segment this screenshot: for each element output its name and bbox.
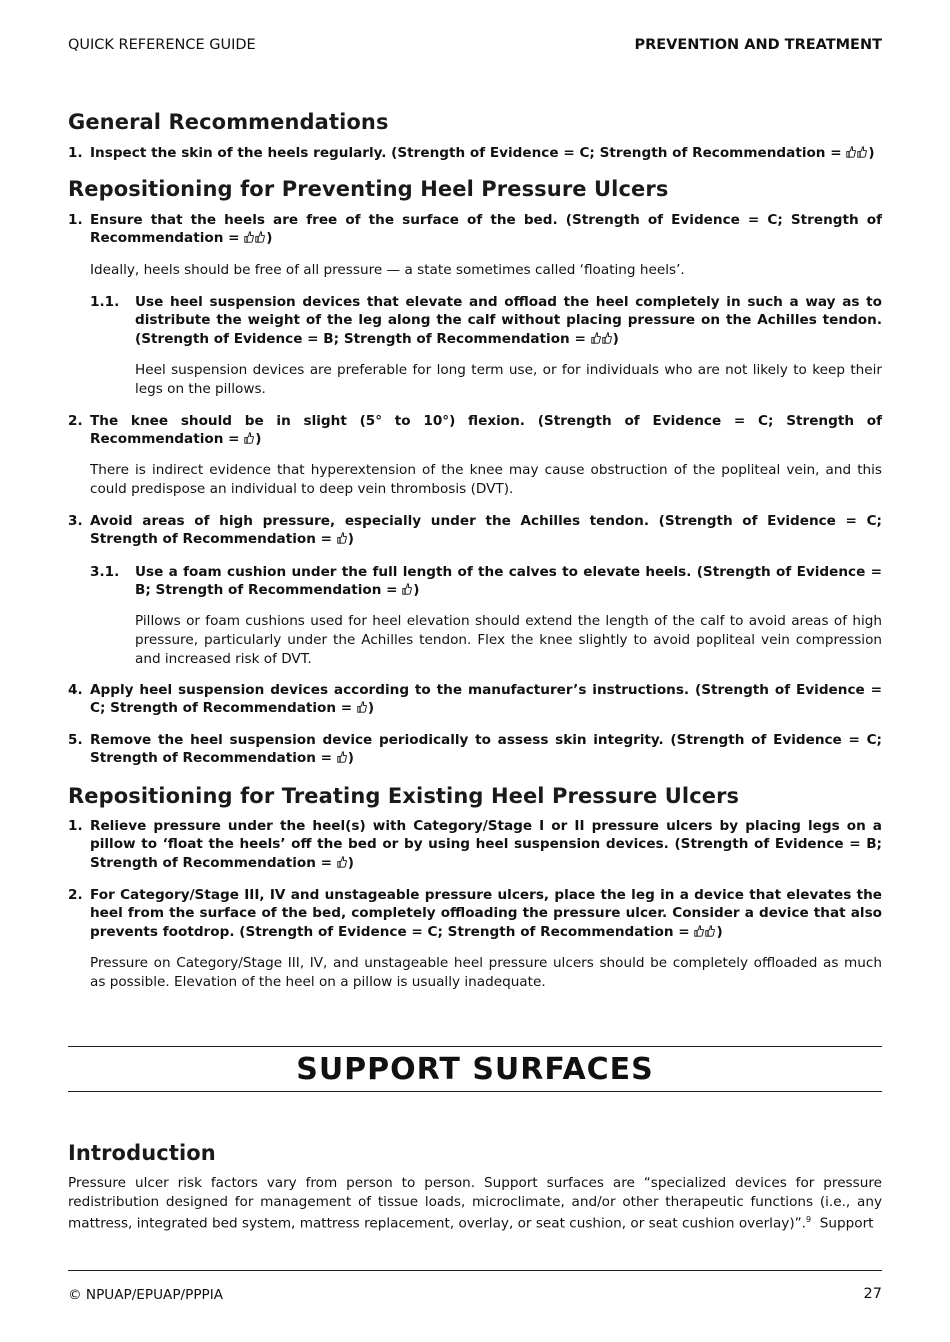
recommendation-item: 4. Apply heel suspension devices according to the manufacturer’s instructions. (Strength of Evidence = C; Strength of Recommendation = ) <box>68 682 882 717</box>
explanatory-note: Ideally, heels should be free of all pressure — a state sometimes called ‘floating heels’. <box>90 262 685 278</box>
item-number: 1. <box>68 145 83 161</box>
item-text: The knee should be in slight (5° to 10°) flexion. (Strength of Evidence = C; Strength of Recommendation = <box>90 413 882 448</box>
thumbs-up-icon <box>602 332 612 344</box>
banner-bottom-rule <box>68 1091 882 1092</box>
thumbs-up-icon <box>244 432 254 444</box>
item-number: 1. <box>68 212 83 228</box>
item-number: 4. <box>68 682 83 698</box>
chapter-banner-title: SUPPORT SURFACES <box>296 1052 654 1087</box>
thumbs-up-icon <box>591 332 601 344</box>
recommendation-item: 5. Remove the heel suspension device periodically to assess skin integrity. (Strength of Evidence = C; Strength of Recommendation = ) <box>68 732 882 767</box>
reference-superscript: 9 <box>806 1215 812 1224</box>
item-number: 2. <box>68 887 83 903</box>
header-guide-title: QUICK REFERENCE GUIDE <box>68 37 256 53</box>
recommendation-strength <box>402 582 413 598</box>
recommendation-subitem: 3.1. Use a foam cushion under the full length of the calves to elevate heels. (Strength of Evidence = B; Strength of Recommendation = ) <box>90 564 882 599</box>
thumbs-up-icon <box>357 701 367 713</box>
header-chapter-title: PREVENTION AND TREATMENT <box>634 37 882 53</box>
recommendation-subitem: 1.1. Use heel suspension devices that elevate and offload the heel completely in such a way as to distribute the weight of the leg along the calf without placing pressure on the Achilles tendon. (Strength of Evidence = B; Strength of Recommendation = ) <box>90 294 882 347</box>
thumbs-up-icon <box>402 583 412 595</box>
thumbs-up-icon <box>705 925 715 937</box>
explanatory-note: Heel suspension devices are preferable for long term use, or for individuals who are not likely to keep their legs on the pillows. <box>135 362 882 397</box>
item-text: For Category/Stage III, IV and unstageable pressure ulcers, place the leg in a device that elevates the heel from the surface of the bed, completely offloading the pressure ulcer. Consider a device that also prevents footdrop. (Strength of Evidence = C; Strength of Recommendation = <box>90 887 882 940</box>
item-number: 3. <box>68 513 83 529</box>
recommendation-item: 1. Inspect the skin of the heels regularly. (Strength of Evidence = C; Strength of Recommendation = ) <box>68 145 875 161</box>
section-title-general: General Recommendations <box>68 110 389 134</box>
explanatory-note: Pillows or foam cushions used for heel elevation should extend the length of the calf to avoid areas of high pressure, particularly under the Achilles tendon. Flex the knee slightly to avoid popliteal vein compression and increased risk of DVT. <box>135 613 882 667</box>
footer-copyright: © NPUAP/EPUAP/PPPIA <box>68 1287 224 1303</box>
thumbs-up-icon <box>255 231 265 243</box>
section-title-treating: Repositioning for Treating Existing Heel Pressure Ulcers <box>68 784 740 808</box>
recommendation-strength <box>694 924 716 940</box>
item-text: Use heel suspension devices that elevate and offload the heel completely in such a way as to distribute the weight of the leg along the calf without placing pressure on the Achilles tendon. (Strength of Evidence = B; Strength of Recommendation = <box>135 294 882 347</box>
thumbs-up-icon <box>337 532 347 544</box>
introduction-text: Pressure ulcer risk factors vary from person to person. Support surfaces are “specialized devices for pressure redistribution designed for management of tissue loads, microclimate, and/or other therapeutic functions (i.e., any mattress, integrated bed system, mattress replacement, overlay, or seat cushion, or seat cushion overlay)”. <box>68 1175 882 1232</box>
explanatory-note: Pressure on Category/Stage III, IV, and unstageable heel pressure ulcers should be completely offloaded as much as possible. Elevation of the heel on a pillow is usually inadequate. <box>90 955 882 990</box>
thumbs-up-icon <box>857 146 867 158</box>
recommendation-item: 2. The knee should be in slight (5° to 10°) flexion. (Strength of Evidence = C; Strength of Recommendation = ) <box>68 413 882 448</box>
item-text: Relieve pressure under the heel(s) with Category/Stage I or II pressure ulcers by placing legs on a pillow to ‘float the heels’ off the bed or by using heel suspension devices. (Strength of Evidence = B; Strength of Recommendation = <box>90 818 882 871</box>
section-title-preventing: Repositioning for Preventing Heel Pressure Ulcers <box>68 177 669 201</box>
item-text: Inspect the skin of the heels regularly. (Strength of Evidence = C; Strength of Recommendation = <box>90 145 847 161</box>
recommendation-strength <box>337 531 348 547</box>
item-text: Remove the heel suspension device periodically to assess skin integrity. (Strength of Evidence = C; Strength of Recommendation = <box>90 732 882 767</box>
recommendation-strength <box>337 855 348 871</box>
item-number: 2. <box>68 413 83 429</box>
recommendation-strength <box>337 750 348 766</box>
recommendation-item: 3. Avoid areas of high pressure, especially under the Achilles tendon. (Strength of Evidence = C; Strength of Recommendation = ) <box>68 513 882 548</box>
banner-top-rule <box>68 1046 882 1047</box>
recommendation-strength <box>244 431 255 447</box>
recommendation-item: 1. Ensure that the heels are free of the surface of the bed. (Strength of Evidence = C; Strength of Recommendation = ) <box>68 212 882 247</box>
footer-rule <box>68 1270 882 1271</box>
item-text: Use a foam cushion under the full length of the calves to elevate heels. (Strength of Evidence = B; Strength of Recommendation = <box>135 564 882 599</box>
item-number: 1.1. <box>90 294 120 310</box>
recommendation-strength <box>244 230 266 246</box>
recommendation-item: 2. For Category/Stage III, IV and unstageable pressure ulcers, place the leg in a device that elevates the heel from the surface of the bed, completely offloading the pressure ulcer. Consider a device that also prevents footdrop. (Strength of Evidence = C; Strength of Recommendation = ) <box>68 887 882 940</box>
item-number: 3.1. <box>90 564 120 580</box>
thumbs-up-icon <box>337 751 347 763</box>
recommendation-item: 1. Relieve pressure under the heel(s) with Category/Stage I or II pressure ulcers by placing legs on a pillow to ‘float the heels’ off the bed or by using heel suspension devices. (Strength of Evidence = B; Strength of Recommendation = ) <box>68 818 882 871</box>
item-number: 1. <box>68 818 83 834</box>
thumbs-up-icon <box>694 925 704 937</box>
recommendation-strength <box>357 700 368 716</box>
explanatory-note: There is indirect evidence that hyperextension of the knee may cause obstruction of the popliteal vein, and this could predispose an individual to deep vein thrombosis (DVT). <box>90 462 882 497</box>
introduction-paragraph <box>68 1174 882 1233</box>
item-text: Avoid areas of high pressure, especially under the Achilles tendon. (Strength of Evidence = C; Strength of Recommendation = <box>90 513 882 548</box>
item-number: 5. <box>68 732 83 748</box>
item-text: Ensure that the heels are free of the surface of the bed. (Strength of Evidence = C; Strength of Recommendation = <box>90 212 882 247</box>
document-page <box>68 0 882 1342</box>
thumbs-up-icon <box>846 146 856 158</box>
section-title-introduction: Introduction <box>68 1141 216 1165</box>
thumbs-up-icon <box>244 231 254 243</box>
item-text: Apply heel suspension devices according to the manufacturer’s instructions. (Strength of Evidence = C; Strength of Recommendation = <box>90 682 882 717</box>
thumbs-up-icon <box>337 856 347 868</box>
recommendation-strength <box>846 145 868 161</box>
introduction-continuation: Support <box>819 1215 874 1232</box>
recommendation-strength <box>591 331 613 347</box>
page-number: 27 <box>863 1286 882 1302</box>
